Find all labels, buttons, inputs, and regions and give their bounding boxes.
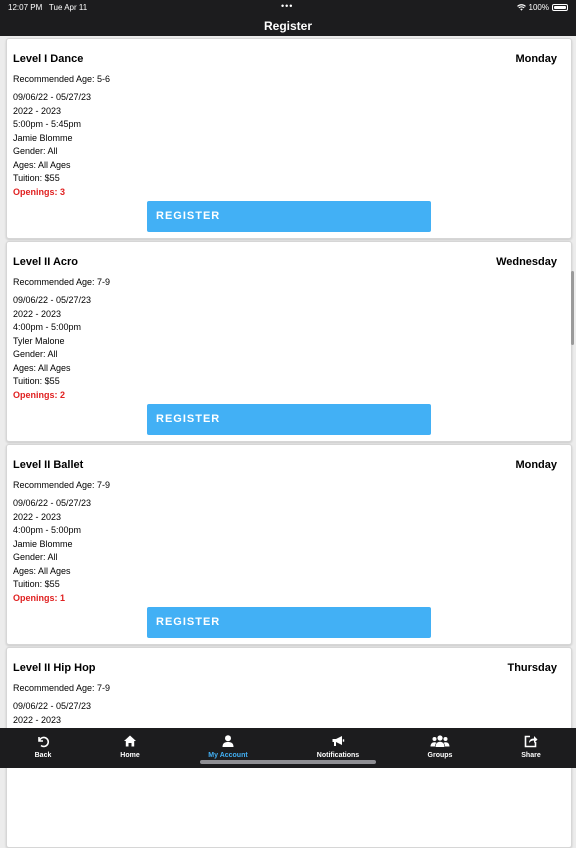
tab-label: My Account [208,752,248,759]
battery-percent: 100% [528,3,549,12]
class-tuition: Tuition: $55 [13,376,60,386]
wifi-icon [517,4,526,11]
class-dates: 09/06/22 - 05/27/23 [13,92,92,102]
class-season: 2022 - 2023 [13,105,62,116]
class-time: 4:00pm - 5:00pm [13,525,82,535]
home-icon [98,734,162,750]
recommended-age: Recommended Age: 7-9 [13,277,111,287]
tab-label: Groups [427,752,453,759]
status-time: 12:07 PM Tue Apr 11 [8,3,88,12]
status-bar [0,0,576,14]
class-details [13,91,91,199]
status-right [517,3,568,12]
recommended-age: Recommended Age: 7-9 [13,683,111,693]
class-instructor: Jamie Blomme [13,538,73,549]
tab-label: Share [521,752,541,759]
tab-label: Home [120,752,140,759]
class-season: 2022 - 2023 [13,714,62,725]
tab-my-account[interactable] [196,728,260,764]
class-season: 2022 - 2023 [13,308,62,319]
class-ages: Ages: All Ages [13,565,71,576]
class-day: Thursday [507,662,557,674]
class-name: Level II Hip Hop [13,662,96,674]
class-details [13,497,91,605]
back-arrow-icon [11,734,75,750]
class-openings: Openings: 1 [13,592,66,603]
class-ages: Ages: All Ages [13,362,71,373]
class-tuition: Tuition: $55 [13,579,60,589]
tab-home[interactable] [98,728,162,764]
battery-icon [552,4,568,11]
register-button[interactable]: REGISTER [147,201,431,232]
class-ages: Ages: All Ages [13,159,71,170]
tab-share[interactable] [499,728,563,764]
class-name: Level II Ballet [13,459,84,471]
megaphone-icon [306,734,370,750]
class-card [6,444,572,645]
class-dates: 09/06/22 - 05/27/23 [13,295,92,305]
share-icon [499,734,563,750]
class-openings: Openings: 3 [13,186,66,197]
class-dates: 09/06/22 - 05/27/23 [13,498,92,508]
home-indicator[interactable] [200,760,376,764]
class-details [13,294,91,402]
class-dates: 09/06/22 - 05/27/23 [13,701,92,711]
class-name: Level II Acro [13,256,79,268]
register-button[interactable]: REGISTER [147,607,431,638]
class-day: Wednesday [496,256,557,268]
class-time: 5:00pm - 5:45pm [13,119,82,129]
class-list[interactable] [0,36,576,728]
group-icon [408,734,472,750]
page-title: Register [0,14,576,36]
class-instructor: Tyler Malone [13,335,65,346]
class-gender: Gender: All [13,349,58,359]
tab-notifications[interactable] [306,728,370,764]
tab-back[interactable] [11,728,75,764]
class-tuition: Tuition: $55 [13,173,60,183]
person-icon [196,734,260,750]
register-button[interactable]: REGISTER [147,404,431,435]
class-openings: Openings: 2 [13,389,66,400]
class-day: Monday [515,53,557,65]
class-season: 2022 - 2023 [13,511,62,522]
class-name: Level I Dance [13,53,84,65]
tab-label: Notifications [316,752,360,759]
recommended-age: Recommended Age: 7-9 [13,480,111,490]
multitasking-dots-icon[interactable]: ••• [281,1,294,11]
class-gender: Gender: All [13,552,58,562]
class-card [6,38,572,239]
tab-groups[interactable] [408,728,472,764]
class-instructor: Jamie Blomme [13,132,73,143]
class-card [6,241,572,442]
class-time: 4:00pm - 5:00pm [13,322,82,332]
class-day: Monday [515,459,557,471]
scrollbar[interactable] [571,271,574,345]
recommended-age: Recommended Age: 5-6 [13,74,111,84]
class-gender: Gender: All [13,146,58,156]
tab-label: Back [34,752,52,759]
